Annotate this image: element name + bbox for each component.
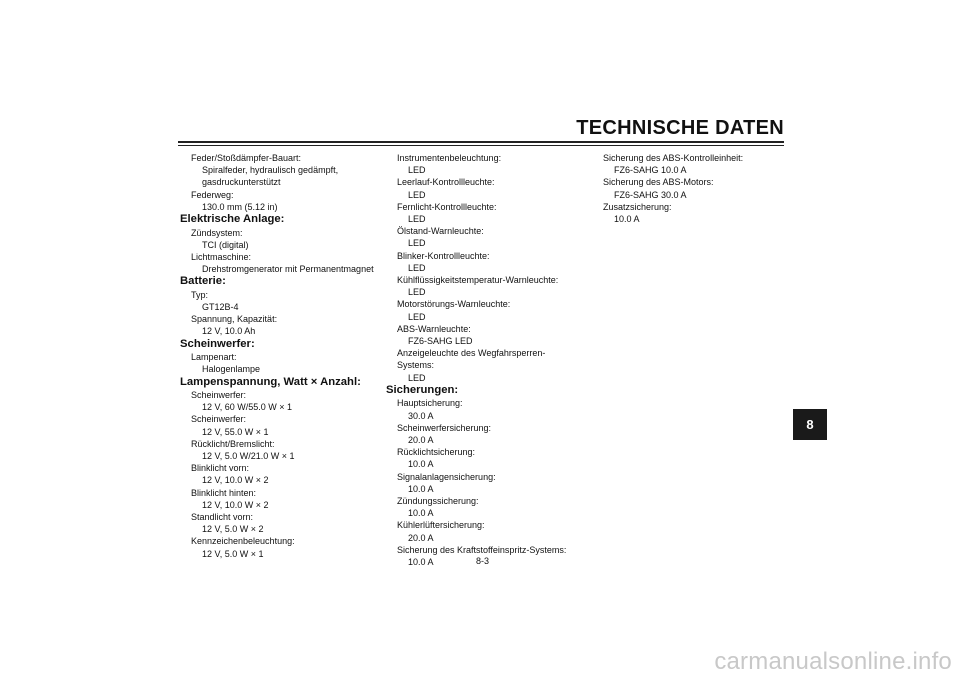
spec-label: Blinklicht hinten: [191,487,257,498]
spec-label: Standlicht vorn: [191,512,254,523]
spec-value: LED [408,287,426,298]
spec-value: 10.0 A [408,459,434,470]
spec-value: LED [408,214,426,225]
spec-value: 10.0 A [614,214,640,225]
spec-label: Lampenart: [191,352,237,363]
spec-column-3 [592,152,792,225]
spec-label: Blinklicht vorn: [191,463,250,474]
spec-label: Rücklichtsicherung: [397,447,476,458]
spec-label: Leerlauf-Kontrollleuchte: [397,177,495,188]
spec-label: Zusatzsicherung: [603,201,672,212]
spec-label: Blinker-Kontrollleuchte: [397,250,490,261]
spec-column-1 [180,152,380,560]
spec-value: Halogenlampe [202,364,261,375]
spec-label: Sicherung des Kraftstoffeinspritz-Systems: [397,544,567,555]
spec-value: 12 V, 5.0 W/21.0 W × 1 [202,451,295,462]
header-rule-thin [178,145,784,146]
spec-label: Instrumentenbeleuchtung: [397,153,502,163]
spec-label: Systems: [397,360,435,371]
spec-value: gasdruckunterstützt [202,177,281,188]
spec-label: Kühlerlüftersicherung: [397,520,485,531]
spec-label: Sicherung des ABS-Motors: [603,177,714,188]
spec-label: Signalanlagensicherung: [397,471,496,482]
section-heading: Scheinwerfer: [180,337,255,350]
spec-value: Spiralfeder, hydraulisch gedämpft, [202,165,339,176]
spec-label: Feder/Stoßdämpfer-Bauart: [191,153,302,163]
spec-value: 20.0 A [408,434,434,445]
spec-value: 130.0 mm (5.12 in) [202,201,278,212]
spec-label: Zündungssicherung: [397,495,479,506]
spec-value: FZ6-SAHG 30.0 A [614,189,687,200]
spec-value: LED [408,238,426,249]
spec-column-2 [386,152,586,568]
spec-value: LED [408,311,426,322]
page-title: TECHNISCHE DATEN [576,117,784,139]
watermark: carmanualsonline.info [714,648,952,675]
spec-label: Fernlicht-Kontrollleuchte: [397,201,497,212]
spec-label: Kennzeichenbeleuchtung: [191,536,295,547]
chapter-tab: 8 [793,409,827,440]
spec-label: Scheinwerfer: [191,414,247,425]
spec-value: Drehstromgenerator mit Permanentmagnet [202,264,374,275]
spec-value: FZ6-SAHG LED [408,336,473,347]
spec-label: Anzeigeleuchte des Wegfahrsperren- [397,348,546,359]
section-heading: Sicherungen: [386,383,459,396]
header-rule [178,141,784,143]
page-number: 8-3 [476,556,490,566]
spec-value: 12 V, 55.0 W × 1 [202,426,269,437]
spec-label: Scheinwerfersicherung: [397,422,492,433]
spec-label: Ölstand-Warnleuchte: [397,226,484,237]
spec-value: 12 V, 5.0 W × 1 [202,548,264,559]
spec-value: LED [408,165,426,176]
spec-label: Federweg: [191,189,234,200]
spec-label: Scheinwerfer: [191,390,247,401]
spec-value: 20.0 A [408,532,434,543]
spec-label: ABS-Warnleuchte: [397,323,471,334]
spec-value: 12 V, 60 W/55.0 W × 1 [202,402,292,413]
spec-value: LED [408,372,426,383]
spec-value: LED [408,189,426,200]
spec-value: 10.0 A [408,483,434,494]
spec-label: Lichtmaschine: [191,251,252,262]
spec-value: LED [408,262,426,273]
section-heading: Lampenspannung, Watt × Anzahl: [180,375,361,388]
spec-value: 12 V, 10.0 Ah [202,326,256,337]
spec-label: Hauptsicherung: [397,398,463,409]
spec-value: TCI (digital) [202,239,249,250]
spec-label: Sicherung des ABS-Kontrolleinheit: [603,153,744,163]
spec-value: FZ6-SAHG 10.0 A [614,165,687,176]
spec-label: Spannung, Kapazität: [191,314,278,325]
spec-value: 12 V, 5.0 W × 2 [202,524,264,535]
spec-label: Motorstörungs-Warnleuchte: [397,299,511,310]
spec-value: 10.0 A [408,508,434,519]
spec-value: 12 V, 10.0 W × 2 [202,499,269,510]
spec-value: 10.0 A [408,557,434,567]
section-heading: Batterie: [180,275,226,288]
spec-value: 30.0 A [408,410,434,421]
spec-value: 12 V, 10.0 W × 2 [202,475,269,486]
spec-label: Zündsystem: [191,227,243,238]
spec-label: Rücklicht/Bremslicht: [191,438,275,449]
spec-value: GT12B-4 [202,302,239,313]
spec-label: Kühlflüssigkeitstemperatur-Warnleuchte: [397,275,559,286]
section-heading: Elektrische Anlage: [180,213,285,226]
spec-label: Typ: [191,289,209,300]
